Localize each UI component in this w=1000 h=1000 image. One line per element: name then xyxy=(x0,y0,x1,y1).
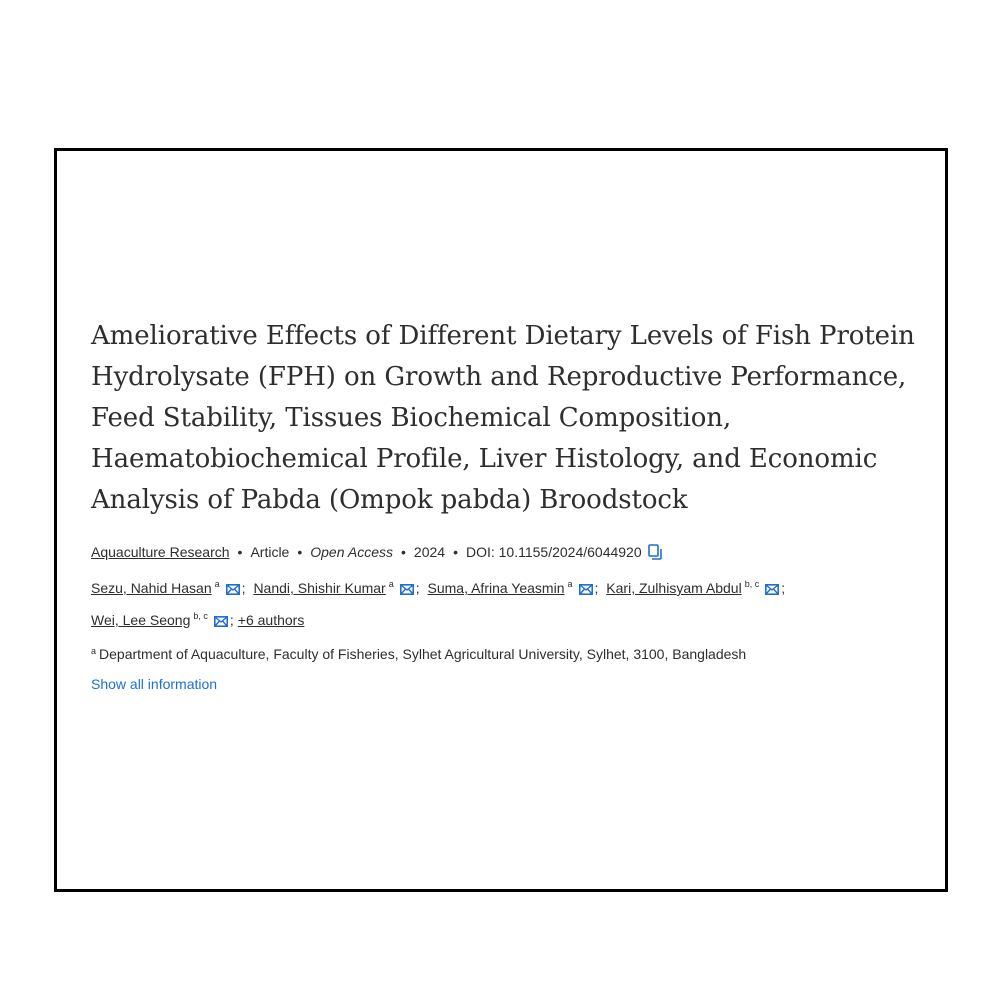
mail-icon[interactable] xyxy=(226,577,240,603)
journal-link[interactable]: Aquaculture Research xyxy=(91,544,230,560)
title-line: Feed Stability, Tissues Biochemical Composition, xyxy=(91,403,732,433)
affiliation-text: Department of Aquaculture, Faculty of Fisheries, Sylhet Agricultural University, Sylhet, 3100, Bangladesh xyxy=(99,646,747,662)
author-item xyxy=(91,580,240,596)
author-affiliation-sup: b, c xyxy=(193,611,208,621)
author-affiliation-sup: a xyxy=(567,579,573,589)
title-line: Ameliorative Effects of Different Dietary Levels of Fish Protein xyxy=(91,321,915,351)
title-line: Hydrolysate (FPH) on Growth and Reproductive Performance, xyxy=(91,362,907,392)
separator: ; xyxy=(781,580,786,596)
bullet: • xyxy=(401,544,406,560)
more-authors-link[interactable]: +6 authors xyxy=(237,612,305,628)
author-affiliation-sup: a xyxy=(214,579,220,589)
mail-icon[interactable] xyxy=(765,577,779,603)
author-item xyxy=(91,612,228,628)
article-frame xyxy=(54,148,948,892)
separator: ; xyxy=(415,580,420,596)
article-header xyxy=(91,316,931,694)
title-line: Haematobiochemical Profile, Liver Histology, and Economic xyxy=(91,444,878,474)
author-link[interactable]: Nandi, Shishir Kumar xyxy=(253,580,386,596)
separator: ; xyxy=(229,612,234,628)
author-link[interactable]: Sezu, Nahid Hasan xyxy=(91,580,212,596)
access-label: Open Access xyxy=(310,544,393,560)
author-item xyxy=(428,580,593,596)
author-link[interactable]: Kari, Zulhisyam Abdul xyxy=(606,580,742,596)
bullet: • xyxy=(237,544,243,560)
affiliation-sup: a xyxy=(91,646,97,656)
mail-icon[interactable] xyxy=(214,609,228,635)
separator: ; xyxy=(241,580,246,596)
bullet: • xyxy=(297,544,303,560)
publication-year: 2024 xyxy=(413,544,446,560)
author-item xyxy=(253,580,413,596)
separator: ; xyxy=(594,580,599,596)
doi-text: DOI: 10.1155/2024/6044920 xyxy=(465,544,642,560)
article-title xyxy=(91,316,931,521)
affiliation xyxy=(91,641,931,664)
copy-icon[interactable] xyxy=(648,544,662,565)
author-item xyxy=(606,580,779,596)
show-all-information-link[interactable]: Show all information xyxy=(91,676,218,692)
article-type: Article xyxy=(250,544,290,560)
article-meta xyxy=(91,542,931,565)
author-list xyxy=(91,571,931,635)
mail-icon[interactable] xyxy=(579,577,593,603)
author-affiliation-sup: b, c xyxy=(744,579,760,589)
mail-icon[interactable] xyxy=(400,577,414,603)
author-link[interactable]: Suma, Afrina Yeasmin xyxy=(427,580,565,596)
author-affiliation-sup: a xyxy=(388,579,394,589)
title-line: Analysis of Pabda (Ompok pabda) Broodstock xyxy=(91,485,688,515)
author-link[interactable]: Wei, Lee Seong xyxy=(91,612,191,628)
bullet: • xyxy=(453,544,458,560)
